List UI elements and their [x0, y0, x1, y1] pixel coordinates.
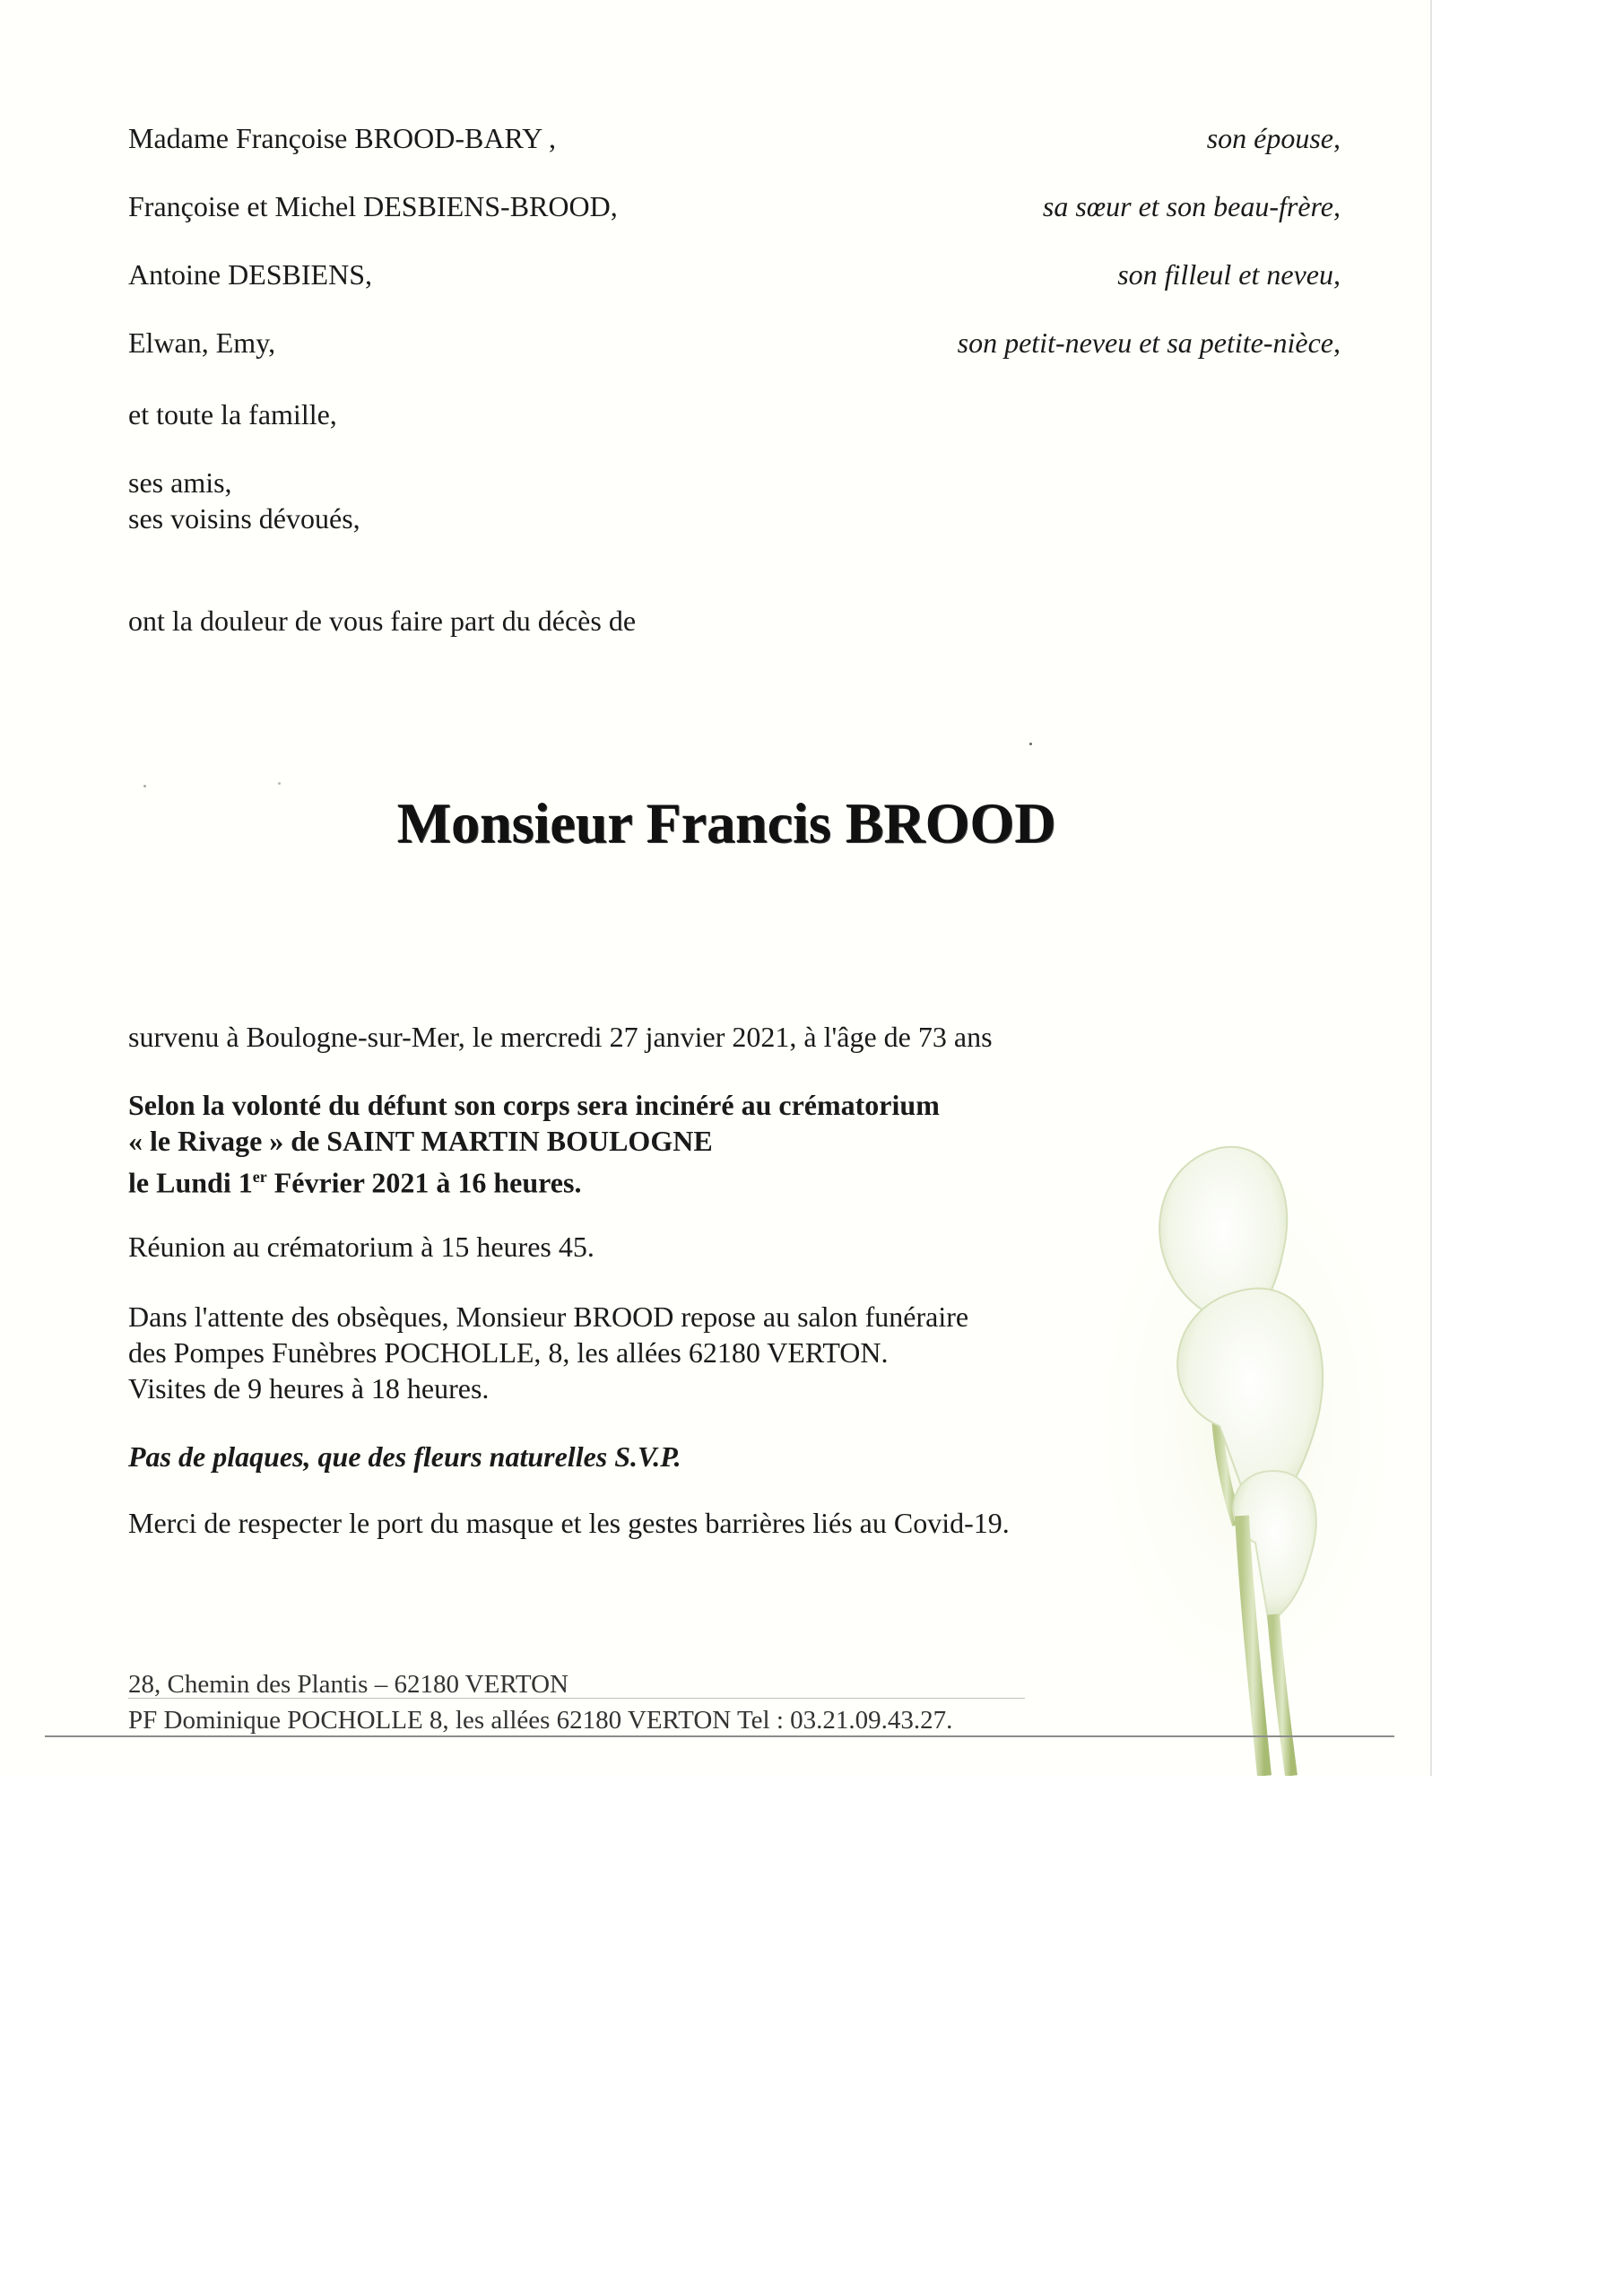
ceremony-line-1: Selon la volonté du défunt son corps sera incinéré au crématorium [128, 1089, 940, 1121]
ceremony-line-2: « le Rivage » de SAINT MARTIN BOULOGNE [128, 1125, 713, 1157]
family-name-2: Françoise et Michel DESBIENS-BROOD, [128, 190, 618, 222]
death-info: survenu à Boulogne-sur-Mer, le mercredi 27 janvier 2021, à l'âge de 73 ans [128, 1021, 993, 1053]
family-relation-1: son épouse, [1206, 122, 1341, 154]
family-relation-2: sa sœur et son beau-frère, [1042, 190, 1341, 222]
family-name-1: Madame Françoise BROOD-BARY , [128, 122, 556, 154]
meeting-info: Réunion au crématorium à 15 heures 45. [128, 1231, 595, 1263]
family-relation-4: son petit-neveu et sa petite-nièce, [957, 326, 1341, 359]
flowers-note: Pas de plaques, que des fleurs naturelles S.V.P. [128, 1440, 681, 1473]
deceased-name: Monsieur Francis BROOD [396, 791, 1056, 855]
ceremony-date-suffix: Février 2021 à 16 heures. [266, 1166, 582, 1199]
footer-divider [45, 1735, 1394, 1737]
family-relation-3: son filleul et neveu, [1117, 258, 1341, 291]
ceremony-date-prefix: le Lundi 1 [128, 1166, 253, 1199]
scan-speck [143, 785, 146, 787]
rest-line-2: des Pompes Funèbres POCHOLLE, 8, les allées 62180 VERTON. [128, 1336, 889, 1369]
footer-address: 28, Chemin des Plantis – 62180 VERTON [128, 1670, 569, 1699]
announcement: ont la douleur de vous faire part du décès de [128, 604, 637, 637]
footer-company: PF Dominique POCHOLLE 8, les allées 62180 VERTON Tel : 03.21.09.43.27. [128, 1706, 953, 1735]
ceremony-date-sup: er [252, 1168, 267, 1186]
friends-line-1: ses amis, [128, 466, 232, 499]
ceremony-line-3 [128, 1159, 581, 1201]
scan-speck [278, 782, 281, 785]
scan-speck [1029, 743, 1032, 745]
friends-line-2: ses voisins dévoués, [128, 502, 360, 535]
rest-line-3: Visites de 9 heures à 18 heures. [128, 1372, 490, 1405]
calla-lily-illustration [1085, 1130, 1408, 1776]
covid-note: Merci de respecter le port du masque et les gestes barrières liés au Covid-19. [128, 1507, 1010, 1539]
family-name-4: Elwan, Emy, [128, 326, 276, 359]
family-name-3: Antoine DESBIENS, [128, 258, 372, 291]
family-all: et toute la famille, [128, 398, 337, 430]
rest-line-1: Dans l'attente des obsèques, Monsieur BROOD repose au salon funéraire [128, 1300, 969, 1333]
